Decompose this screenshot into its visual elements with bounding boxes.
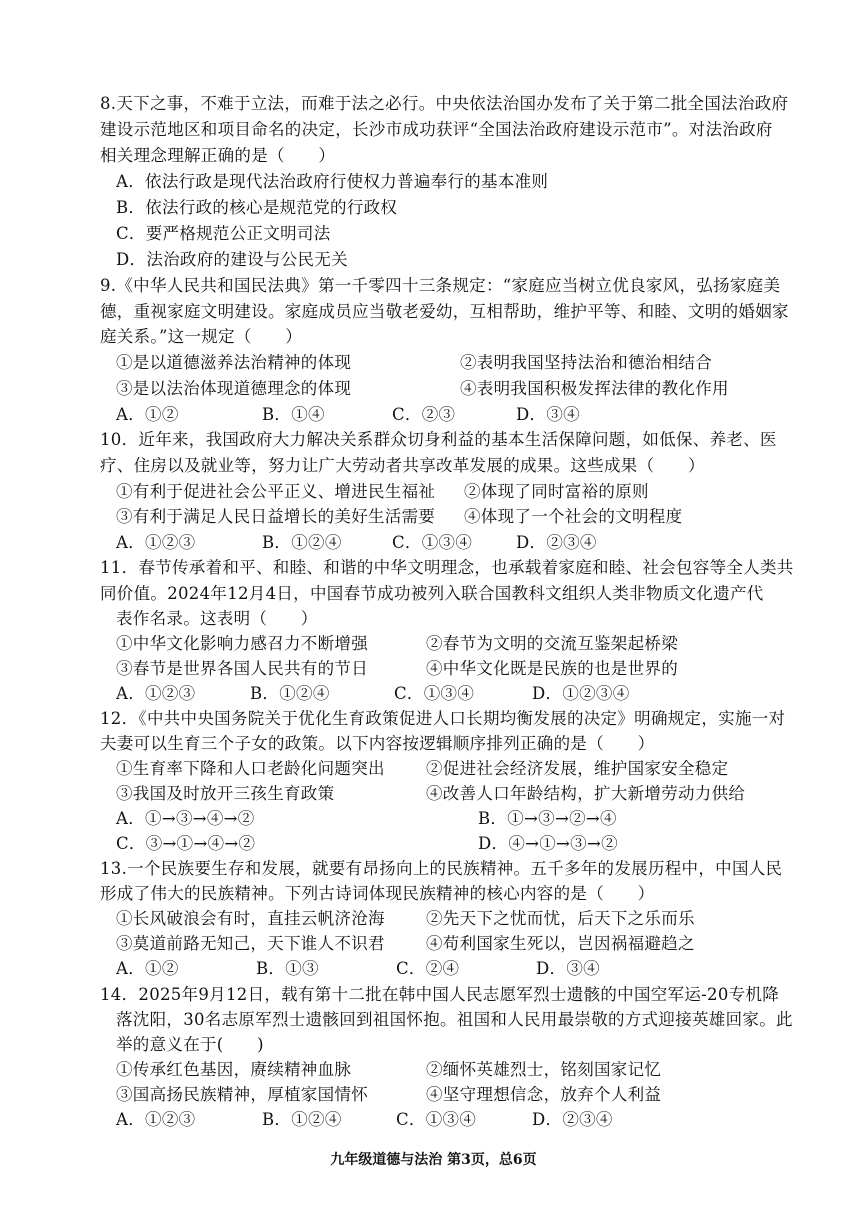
q14-choice-a: A．①②③ (116, 1110, 196, 1129)
q12-choice-c: C．③→①→④→② (116, 834, 256, 853)
page-footer: 九年级道德与法治 第3页，总6页 (330, 1152, 537, 1168)
q11-choice-c: C．①③④ (394, 684, 475, 703)
q12-choice-a: A．①→③→④→② (116, 809, 255, 828)
q10-item-2: ②体现了同时富裕的原则 (464, 482, 649, 501)
q8-option-d: D．法治政府的建设与公民无关 (116, 250, 348, 269)
q12-choice-b: B．①→③→②→④ (478, 809, 617, 828)
q12-item-2: ②促进社会经济发展，维护国家安全稳定 (426, 759, 729, 778)
q12-item-1: ①生育率下降和人口老龄化问题突出 (116, 759, 385, 778)
q12-stem-line-1: 12．《中共中央国务院关于优化生育政策促进人口长期均衡发展的决定》明确规定，实施一对 (100, 709, 786, 728)
q11-item-1: ①中华文化影响力感召力不断增强 (116, 634, 368, 653)
q10-item-1: ①有利于促进社会公平正义、增进民生福祉 (116, 482, 436, 501)
q9-choice-d: D．③④ (516, 405, 580, 424)
q10-item-4: ④体现了一个社会的文明程度 (464, 507, 683, 526)
q11-choice-d: D．①②③④ (532, 684, 630, 703)
q9-stem-line-3: 庭关系。”这一规定（ ） (100, 327, 303, 346)
q13-stem-line-2: 形成了伟大的民族精神。下列古诗词体现民族精神的核心内容的是（ ） (100, 884, 655, 903)
q10-choice-b: B．①②④ (262, 533, 342, 552)
q9-item-4: ④表明我国积极发挥法律的教化作用 (460, 379, 729, 398)
q13-choice-c: C．②④ (396, 959, 460, 978)
q14-item-1: ①传承红色基因，赓续精神血脉 (116, 1060, 352, 1079)
q13-item-3: ③莫道前路无知己，天下谁人不识君 (116, 934, 385, 953)
q13-item-2: ②先天下之忧而忧，后天下之乐而乐 (426, 909, 695, 928)
q11-item-3: ③春节是世界各国人民共有的节日 (116, 659, 368, 678)
q10-item-3: ③有利于满足人民日益增长的美好生活需要 (116, 507, 436, 526)
q10-choice-c: C．①③④ (392, 533, 473, 552)
q12-stem-line-2: 夫妻可以生育三个子女的政策。以下内容按逻辑顺序排列正确的是（ ） (100, 734, 655, 753)
q11-stem-line-1: 11．春节传承着和平、和睦、和谐的中华文明理念，也承载着家庭和睦、社会包容等全人类共 (100, 558, 794, 577)
q8-option-a: A．依法行政是现代法治政府行使权力普遍奉行的基本准则 (116, 172, 549, 191)
q11-stem-line-2: 同价值。2024年12月4日，中国春节成功被列入联合国教科文组织人类非物质文化遗产代 (100, 584, 764, 603)
q13-item-4: ④苟利国家生死以，岂因祸福避趋之 (426, 934, 695, 953)
q11-stem-line-3: 表作名录。这表明（ ） (116, 609, 318, 628)
q8-stem-line-2: 建设示范地区和项目命名的决定，长沙市成功获评“全国法治政府建设示范市”。对法治政府 (100, 120, 773, 139)
q12-item-4: ④改善人口年龄结构，扩大新增劳动力供给 (426, 784, 746, 803)
q14-choice-c: C．①③④ (396, 1110, 477, 1129)
q9-item-2: ②表明我国坚持法治和德治相结合 (460, 353, 712, 372)
q12-item-3: ③我国及时放开三孩生育政策 (116, 784, 335, 803)
q11-choice-a: A．①②③ (116, 684, 196, 703)
q10-choice-a: A．①②③ (116, 533, 196, 552)
q8-option-b: B．依法行政的核心是规范党的行政权 (116, 198, 398, 217)
q10-choice-d: D．②③④ (516, 533, 597, 552)
q13-choice-a: A．①② (116, 959, 179, 978)
q14-stem-line-3: 举的意义在于( ) (116, 1035, 264, 1054)
q9-item-3: ③是以法治体现道德理念的体现 (116, 379, 352, 398)
q14-choice-d: D．②③④ (532, 1110, 613, 1129)
q8-option-c: C．要严格规范公正文明司法 (116, 224, 331, 243)
q13-choice-d: D．③④ (536, 959, 600, 978)
q13-choice-b: B．①③ (256, 959, 319, 978)
q9-stem-line-2: 德，重视家庭文明建设。家庭成员应当敬老爱幼，互相帮助，维护平等、和睦、文明的婚姻家 (100, 302, 789, 321)
q14-item-4: ④坚守理想信念，放弃个人利益 (426, 1085, 662, 1104)
q11-item-4: ④中华文化既是民族的也是世界的 (426, 659, 678, 678)
q14-item-3: ③国高扬民族精神，厚植家国情怀 (116, 1085, 368, 1104)
q11-choice-b: B．①②④ (250, 684, 330, 703)
q13-stem-line-1: 13.一个民族要生存和发展，就要有昂扬向上的民族精神。五千多年的发展历程中，中国人民 (100, 859, 783, 878)
q10-stem-line-1: 10．近年来，我国政府大力解决关系群众切身利益的基本生活保障问题，如低保、养老、医 (100, 430, 777, 449)
q14-choice-b: B．①②④ (262, 1110, 342, 1129)
q9-choice-b: B．①④ (262, 405, 325, 424)
q8-stem-line-3: 相关理念理解正确的是（ ） (100, 146, 336, 165)
q9-stem-line-1: 9.《中华人民共和国民法典》第一千零四十三条规定：“家庭应当树立优良家风，弘扬家庭美 (100, 276, 781, 295)
q14-stem-line-1: 14．2025年9月12日，载有第十二批在韩中国人民志愿军烈士遗骸的中国空军运-20专机降 (100, 985, 780, 1004)
q10-stem-line-2: 疗、住房以及就业等，努力让广大劳动者共享改革发展的成果。这些成果（ ） (100, 456, 705, 475)
q8-stem-line-1: 8.天下之事，不难于立法，而难于法之必行。中央依法治国办发布了关于第二批全国法治政府 (100, 94, 789, 113)
q9-choice-c: C．②③ (392, 405, 456, 424)
q12-choice-d: D．④→①→③→② (478, 834, 618, 853)
q11-item-2: ②春节为文明的交流互鉴架起桥梁 (426, 634, 678, 653)
q9-choice-a: A．①② (116, 405, 179, 424)
q13-item-1: ①长风破浪会有时，直挂云帆济沧海 (116, 909, 385, 928)
q14-item-2: ②缅怀英雄烈士，铭刻国家记忆 (426, 1060, 662, 1079)
q9-item-1: ①是以道德滋养法治精神的体现 (116, 353, 352, 372)
q14-stem-line-2: 落沈阳，30名志原军烈士遗骸回到祖国怀抱。祖国和人民用最崇敬的方式迎接英雄回家。此 (116, 1010, 793, 1029)
